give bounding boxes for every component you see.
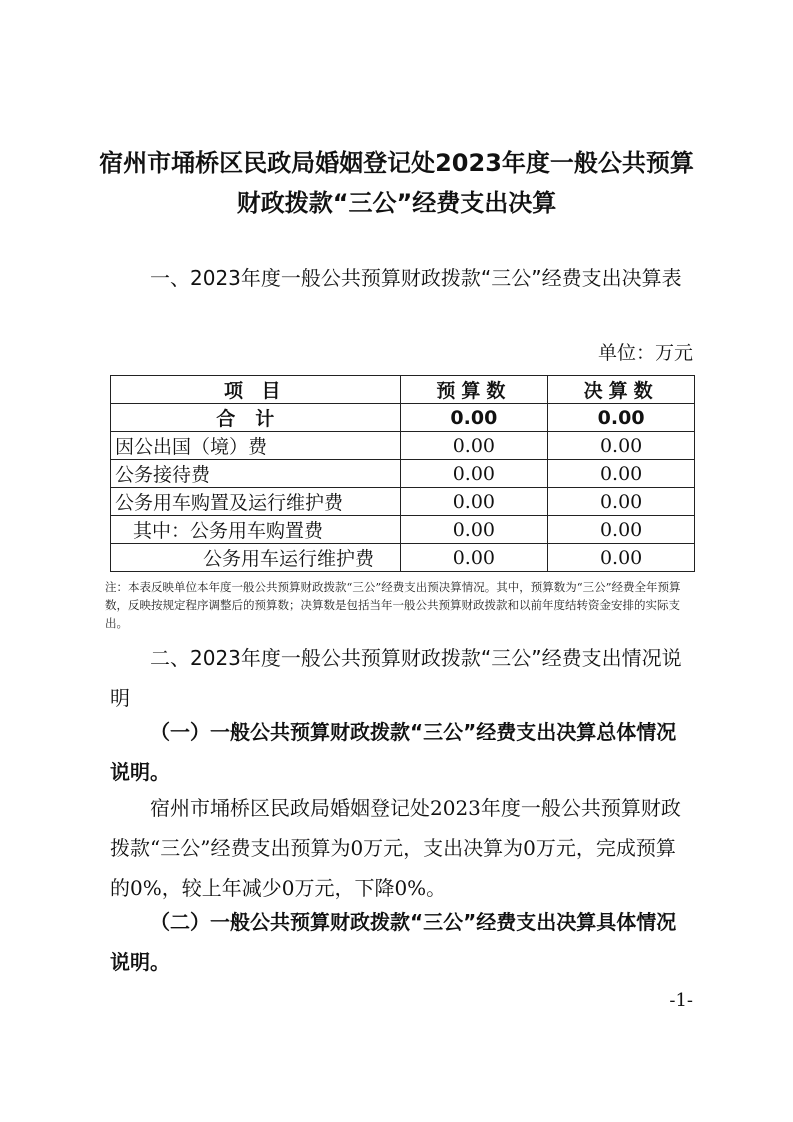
- page-number: -1-: [669, 990, 693, 1011]
- table-row: [111, 516, 695, 544]
- header-budget: 预算数: [400, 376, 548, 404]
- row-actual: 0.00: [548, 432, 695, 460]
- section2-heading-text: 二、2023年度一般公共预算财政拨款“三公”经费支出情况说明: [110, 646, 682, 710]
- row-budget: 0.00: [400, 516, 548, 544]
- subsection1-heading-text: （一）一般公共预算财政拨款“三公”经费支出决算总体情况说明。: [110, 720, 677, 784]
- document-title-line1: 宿州市埇桥区民政局婚姻登记处2023年度一般公共预算: [99, 149, 694, 177]
- row-budget: 0.00: [400, 544, 548, 572]
- section1-heading-text: 一、2023年度一般公共预算财政拨款“三公”经费支出决算表: [150, 266, 682, 290]
- row-actual: 0.00: [548, 516, 695, 544]
- header-actual: 决算数: [548, 376, 695, 404]
- table-row: [111, 432, 695, 460]
- row-label: 因公出国（境）费: [111, 432, 401, 460]
- row-actual: 0.00: [548, 488, 695, 516]
- row-actual: 0.00: [548, 460, 695, 488]
- subsection2-heading: [110, 902, 695, 982]
- table-row: [111, 460, 695, 488]
- row-budget: 0.00: [400, 460, 548, 488]
- budget-table: [110, 375, 695, 572]
- table-header-row: [111, 376, 695, 404]
- subsection1-body: [110, 788, 695, 908]
- total-label: 合计: [111, 404, 401, 432]
- row-budget: 0.00: [400, 432, 548, 460]
- document-title-line2: 财政拨款“三公”经费支出决算: [236, 189, 557, 217]
- table-row-total: [111, 404, 695, 432]
- subsection1-body-text: 宿州市埇桥区民政局婚姻登记处2023年度一般公共预算财政拨款“三公”经费支出预算为0万元，支出决算为0万元，完成预算的0%，较上年减少0万元，下降0%。: [110, 796, 681, 900]
- row-actual: 0.00: [548, 544, 695, 572]
- subsection2-heading-text: （二）一般公共预算财政拨款“三公”经费支出决算具体情况说明。: [110, 910, 677, 974]
- table-note: 注：本表反映单位本年度一般公共预算财政拨款“三公”经费支出预决算情况。其中，预算数为“三公”经费全年预算数，反映按规定程序调整后的预算数；决算数是包括当年一般公共预算财政拨款和以前年度结转资金安排的实际支出。: [105, 580, 681, 630]
- table-row: [111, 544, 695, 572]
- table-row: [111, 488, 695, 516]
- row-label: 其中：公务用车购置费: [111, 516, 401, 544]
- total-actual: 0.00: [548, 404, 695, 432]
- total-budget: 0.00: [400, 404, 548, 432]
- unit-label: 单位：万元: [597, 342, 693, 364]
- section2-heading: [110, 638, 695, 718]
- row-label: 公务接待费: [111, 460, 401, 488]
- row-budget: 0.00: [400, 488, 548, 516]
- subsection1-heading: [110, 712, 695, 792]
- section1-heading: [110, 258, 695, 298]
- header-item: 项 目: [111, 376, 401, 404]
- row-label: 公务用车购置及运行维护费: [111, 488, 401, 516]
- row-label: 公务用车运行维护费: [111, 544, 401, 572]
